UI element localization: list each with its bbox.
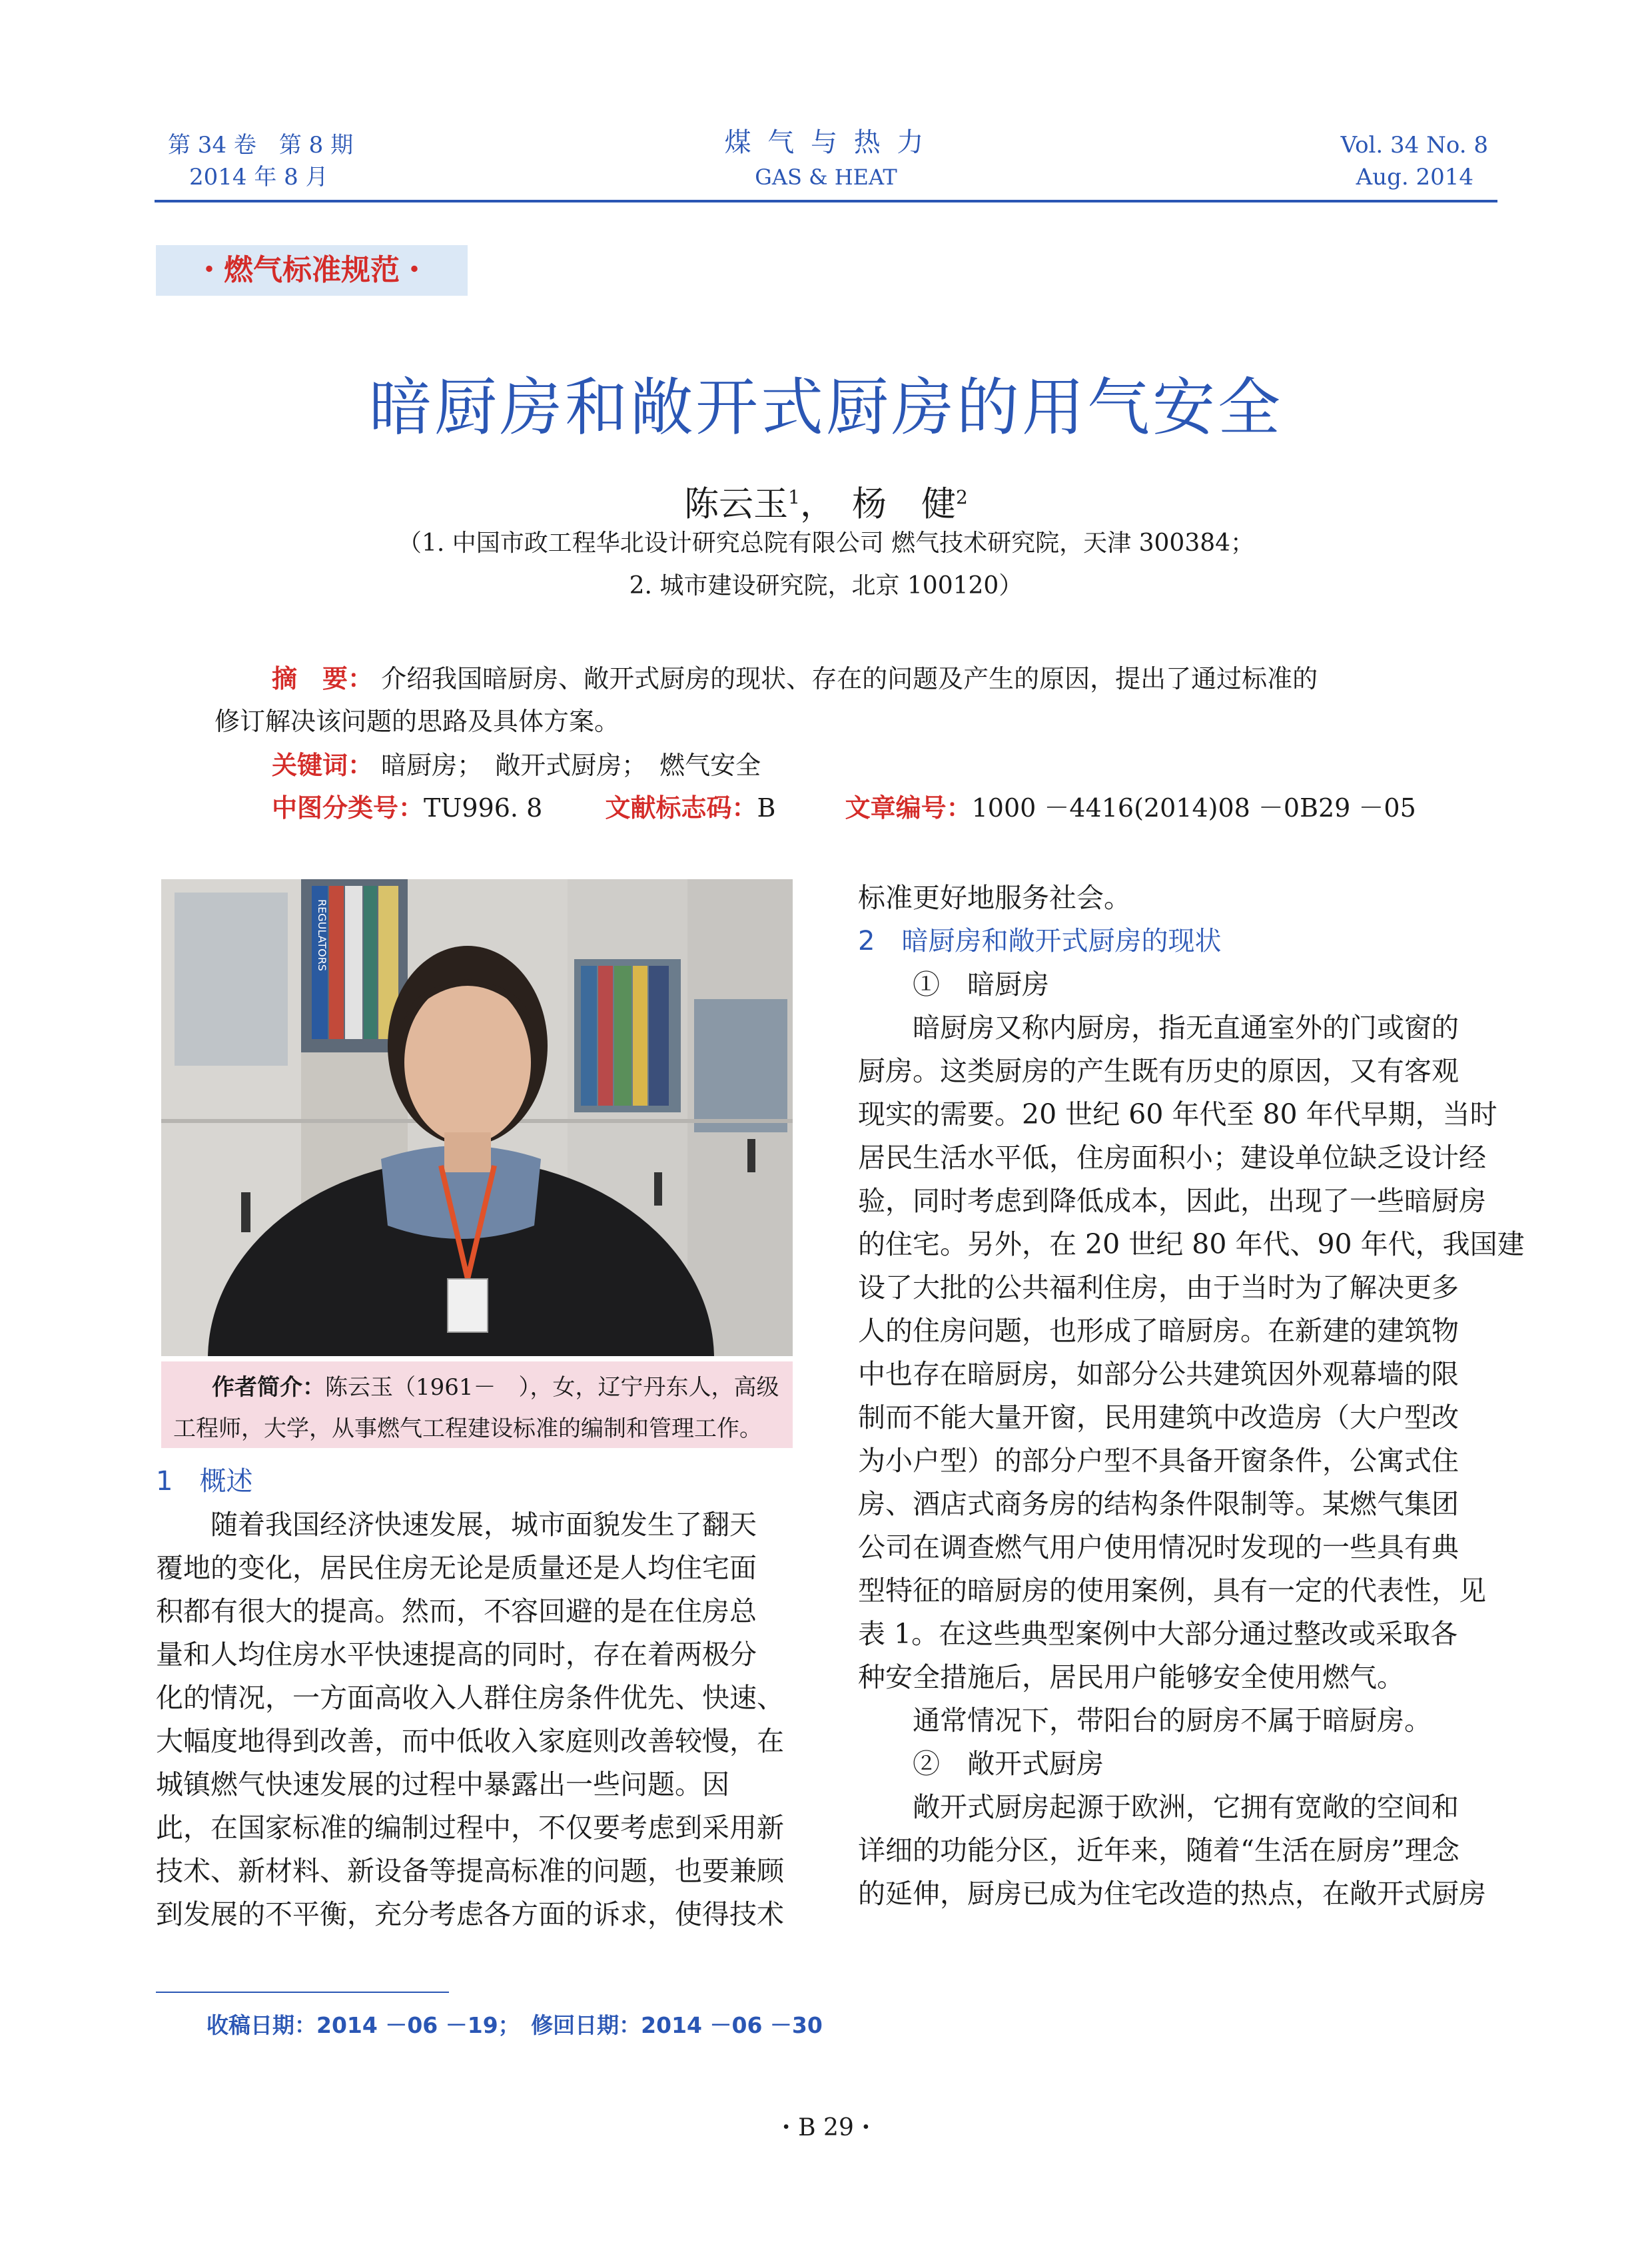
clc-value: TU996. 8 bbox=[424, 793, 543, 823]
para-line: 覆地的变化，居民住房无论是质量还是人均住宅面 bbox=[156, 1552, 757, 1584]
author-photo bbox=[161, 879, 793, 1356]
abstract-label: 摘 要： bbox=[272, 664, 374, 693]
author-2: 杨 健 bbox=[852, 484, 957, 525]
keywords: 暗厨房； 敞开式厨房； 燃气安全 bbox=[373, 751, 761, 780]
para-line: 量和人均住房水平快速提高的同时，存在着两极分 bbox=[156, 1639, 757, 1671]
shelf-book-spine-text: REGULATORS bbox=[316, 899, 328, 971]
article-number-label: 文章编号： bbox=[845, 793, 972, 823]
author-bio-text-1: 陈云玉（1961－ ），女，辽宁丹东人，高级 bbox=[325, 1374, 779, 1401]
section-2-heading: 2 暗厨房和敞开式厨房的现状 bbox=[858, 926, 1222, 956]
volume-issue-en: Vol. 34 No. 8 bbox=[1340, 132, 1488, 159]
para-line: 的延伸，厨房已成为住宅改造的热点，在敞开式厨房 bbox=[858, 1878, 1486, 1910]
keywords-label: 关键词： bbox=[272, 751, 374, 780]
footnote-rule bbox=[156, 1992, 449, 1993]
para-line: 技术、新材料、新设备等提高标准的问题，也要兼顾 bbox=[156, 1855, 784, 1887]
journal-title-cn: 煤 气 与 热 力 bbox=[724, 127, 928, 158]
continued-text: 标准更好地服务社会。 bbox=[858, 882, 1131, 914]
author-2-sup: 2 bbox=[956, 486, 968, 508]
para-line: 大幅度地得到改善，而中低收入家庭则改善较慢，在 bbox=[156, 1725, 784, 1757]
para-line: 敞开式厨房起源于欧洲，它拥有宽敞的空间和 bbox=[913, 1791, 1459, 1823]
author-bio-caption bbox=[161, 1361, 793, 1448]
para-line: 化的情况，一方面高收入人群住房条件优先、快速、 bbox=[156, 1682, 784, 1714]
para-line: 房、酒店式商务房的结构条件限制等。某燃气集团 bbox=[858, 1488, 1459, 1520]
para-line: 居民生活水平低，住房面积小；建设单位缺乏设计经 bbox=[858, 1142, 1486, 1174]
para-line: 通常情况下，带阳台的厨房不属于暗厨房。 bbox=[913, 1704, 1432, 1736]
author-photo-illustration bbox=[161, 879, 793, 1356]
para-line: 随着我国经济快速发展，城市面貌发生了翻天 bbox=[210, 1509, 757, 1541]
author-1: 陈云玉 bbox=[684, 484, 789, 525]
date-cn: 2014 年 8 月 bbox=[189, 164, 328, 190]
volume-issue-cn: 第 34 卷 第 8 期 bbox=[168, 132, 354, 159]
para-line: 制而不能大量开窗，民用建筑中改造房（大户型改 bbox=[858, 1401, 1459, 1433]
received-dates: 收稿日期：2014 －06 －19； 修回日期：2014 －06 －30 bbox=[206, 2012, 823, 2038]
para-line: 厨房。这类厨房的产生既有历史的原因，又有客观 bbox=[858, 1055, 1459, 1087]
abstract-text-1: 介绍我国暗厨房、敞开式厨房的现状、存在的问题及产生的原因，提出了通过标准的 bbox=[373, 664, 1318, 693]
para-line: 设了大批的公共福利住房，由于当时为了解决更多 bbox=[858, 1272, 1459, 1304]
para-line: 城镇燃气快速发展的过程中暴露出一些问题。因 bbox=[156, 1768, 729, 1800]
para-line: 人的住房问题，也形成了暗厨房。在新建的建筑物 bbox=[858, 1315, 1459, 1347]
para-line: 积都有很大的提高。然而，不容回避的是在住房总 bbox=[156, 1595, 757, 1627]
para-line: 到发展的不平衡，充分考虑各方面的诉求，使得技术 bbox=[156, 1898, 784, 1930]
para-line: 详细的功能分区，近年来，随着“生活在厨房”理念 bbox=[858, 1834, 1459, 1866]
author-1-sup: 1 bbox=[788, 486, 800, 508]
section-tag: ・燃气标准规范・ bbox=[156, 245, 468, 296]
abstract-text-2: 修订解决该问题的思路及具体方案。 bbox=[214, 707, 620, 736]
doc-code-value: B bbox=[757, 793, 776, 823]
para-line: 为小户型）的部分户型不具备开窗条件，公寓式住 bbox=[858, 1445, 1459, 1477]
keywords-line bbox=[272, 743, 761, 787]
author-separator: ， bbox=[799, 484, 852, 525]
subheading-open-kitchen: ② 敞开式厨房 bbox=[913, 1748, 1104, 1780]
para-line: 表 1。在这些典型案例中大部分通过整改或采取各 bbox=[858, 1618, 1458, 1650]
article-title: 暗厨房和敞开式厨房的用气安全 bbox=[368, 372, 1283, 444]
right-column bbox=[858, 877, 1525, 1916]
para-line: 中也存在暗厨房，如部分公共建筑因外观幕墙的限 bbox=[858, 1358, 1459, 1390]
date-en: Aug. 2014 bbox=[1356, 164, 1473, 190]
author-bio-label: 作者简介： bbox=[212, 1374, 325, 1401]
section-1-heading: 1 概述 bbox=[156, 1466, 253, 1497]
left-column bbox=[156, 1460, 795, 1936]
para-line: 验，同时考虑到降低成本，因此，出现了一些暗厨房 bbox=[858, 1185, 1486, 1217]
header-rule bbox=[155, 200, 1497, 202]
affiliation-1: （1. 中国市政工程华北设计研究总院有限公司 燃气技术研究院，天津 300384； bbox=[397, 530, 1255, 557]
subheading-dark-kitchen: ① 暗厨房 bbox=[913, 968, 1049, 1000]
journal-title-en: GAS & HEAT bbox=[755, 165, 897, 190]
author-bio-line-1 bbox=[173, 1367, 783, 1408]
author-bio-line-2: 工程师，大学，从事燃气工程建设标准的编制和管理工作。 bbox=[173, 1415, 762, 1442]
classification-line bbox=[272, 786, 1416, 830]
author-line bbox=[0, 474, 1652, 528]
para-line: 型特征的暗厨房的使用案例，具有一定的代表性，见 bbox=[858, 1575, 1486, 1607]
abstract-line-1 bbox=[272, 657, 1318, 701]
para-line: 公司在调查燃气用户使用情况时发现的一些具有典 bbox=[858, 1531, 1459, 1563]
para-line: 暗厨房又称内厨房，指无直通室外的门或窗的 bbox=[913, 1012, 1459, 1044]
page-number: ・B 29・ bbox=[774, 2114, 878, 2141]
para-line: 种安全措施后，居民用户能够安全使用燃气。 bbox=[858, 1661, 1404, 1693]
clc-label: 中图分类号： bbox=[272, 793, 424, 823]
para-line: 此，在国家标准的编制过程中，不仅要考虑到采用新 bbox=[156, 1812, 784, 1844]
affiliation-2: 2. 城市建设研究院，北京 100120） bbox=[629, 572, 1023, 599]
para-line: 的住宅。另外，在 20 世纪 80 年代、90 年代，我国建 bbox=[858, 1228, 1525, 1260]
article-number-value: 1000 －4416(2014)08 －0B29 －05 bbox=[971, 793, 1416, 823]
para-line: 现实的需要。20 世纪 60 年代至 80 年代早期，当时 bbox=[858, 1098, 1497, 1130]
doc-code-label: 文献标志码： bbox=[605, 793, 757, 823]
